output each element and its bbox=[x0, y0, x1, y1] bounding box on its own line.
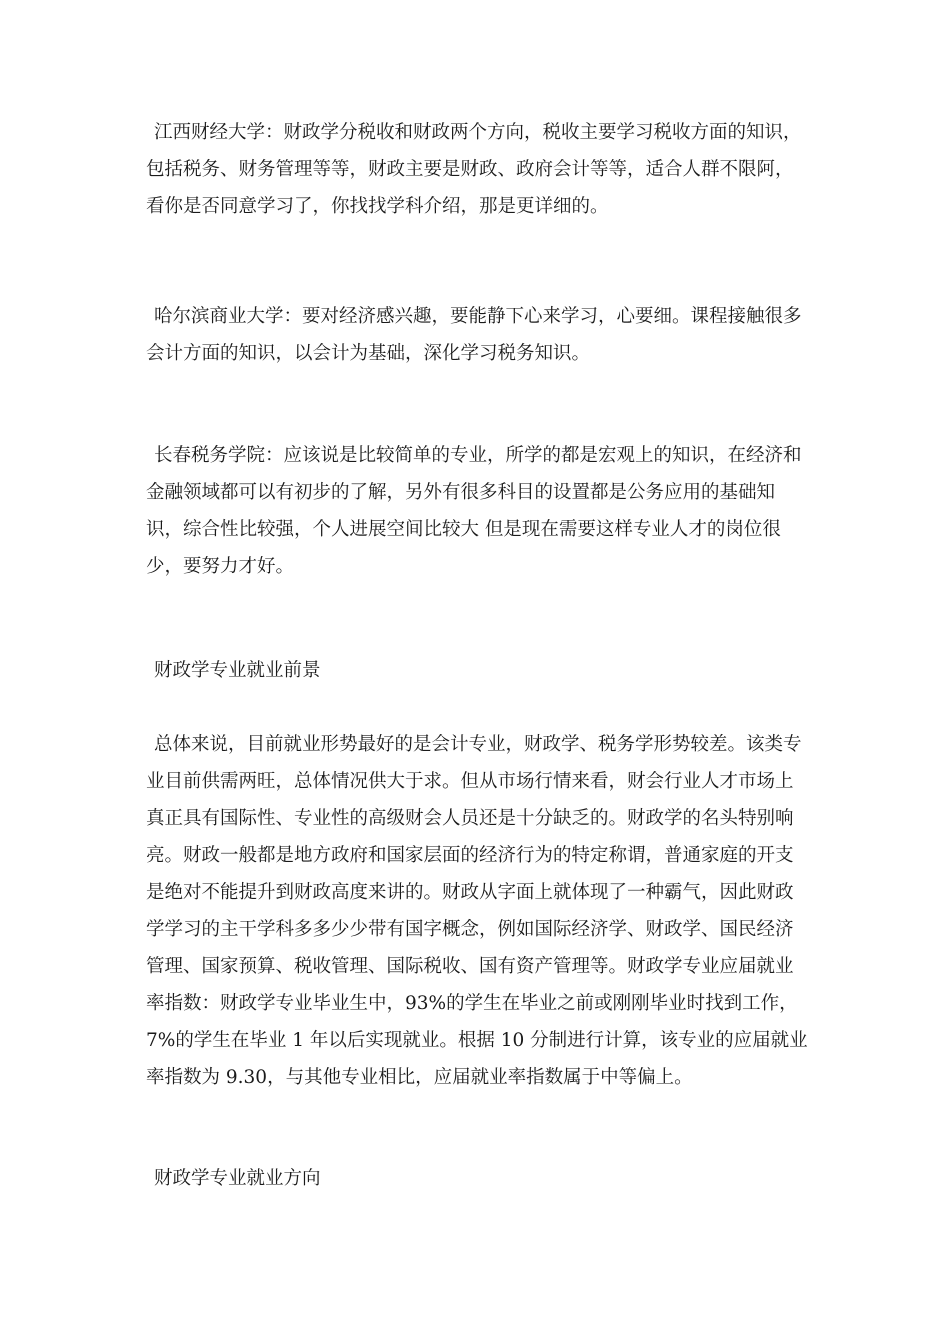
paragraph-changchun-tax-college: 长春税务学院：应该说是比较简单的专业，所学的都是宏观上的知识，在经济和金融领域都可以有初步的了解，另外有很多科目的设置都是公务应用的基础知识，综合性比较强，个人进展空间比较大 但是现在需要这样专业人才的岗位很少，要努力才好。 bbox=[146, 445, 802, 577]
paragraph-jiangxi-university: 江西财经大学：财政学分税收和财政两个方向，税收主要学习税收方面的知识，包括税务、财务管理等等，财政主要是财政、政府会计等等，适合人群不限阿，看你是否同意学习了，你找找学科介绍，那是更详细的。 bbox=[146, 122, 802, 217]
paragraph-employment-prospects: 总体来说，目前就业形势最好的是会计专业，财政学、税务学形势较差。该类专业目前供需两旺，总体情况供大于求。但从市场行情来看，财会行业人才市场上真正具有国际性、专业性的高级财会人员还是十分缺乏的。财政学的名头特别响亮。财政一般都是地方政府和国家层面的经济行为的特定称谓，普通家庭的开支是绝对不能提升到财政高度来讲的。财政从字面上就体现了一种霸气，因此财政学学习的主干学科多多少少带有国字概念，例如国际经济学、财政学、国民经济管理、国家预算、税收管理、国际税收、国有资产管理等。财政学专业应届就业率指数：财政学专业毕业生中，93%的学生在毕业之前或刚刚毕业时找到工作，7%的学生在毕业 1 年以后实现就业。根据 10 分制进行计算，该专业的应届就业率指数为 9.30，与其他专业相比，应届就业率指数属于中等偏上。 bbox=[146, 734, 808, 1088]
section-heading-employment-directions: 财政学专业就业方向 bbox=[154, 1168, 321, 1189]
paragraph-harbin-university: 哈尔滨商业大学：要对经济感兴趣，要能静下心来学习，心要细。课程接触很多会计方面的知识，以会计为基础，深化学习税务知识。 bbox=[146, 306, 802, 364]
section-heading-employment-prospects: 财政学专业就业前景 bbox=[154, 660, 321, 681]
